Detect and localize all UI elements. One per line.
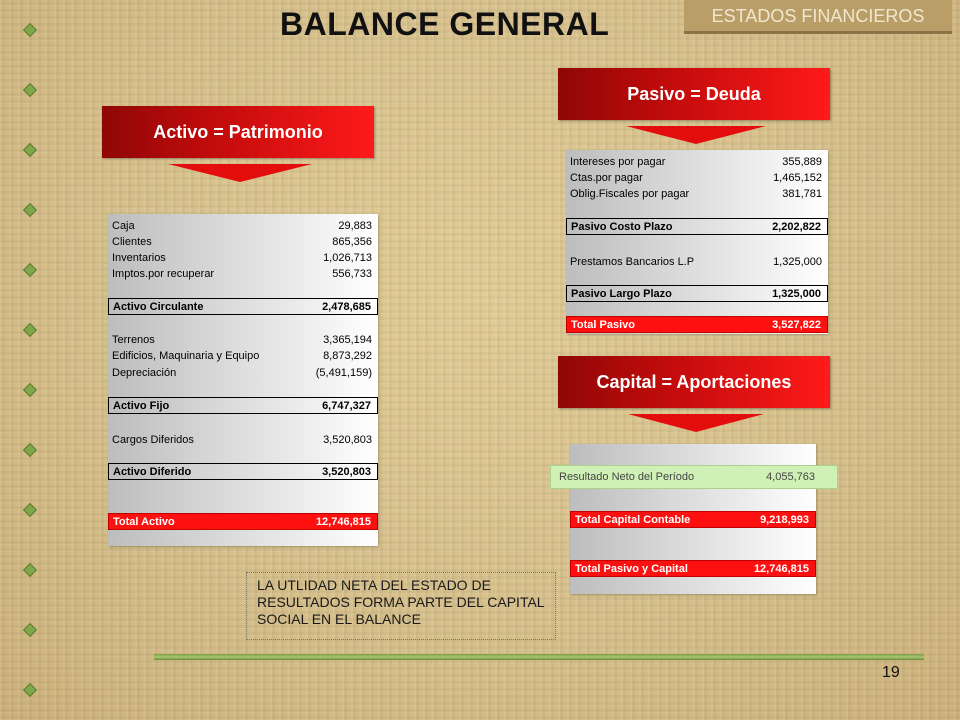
row-label: Ctas.por pagar	[570, 171, 643, 184]
leaf-ornament-icon	[23, 23, 37, 37]
row-value: 1,325,000	[773, 255, 822, 268]
row-label: Activo Circulante	[113, 300, 204, 313]
row-label: Total Capital Contable	[575, 513, 691, 526]
pasivo-heading-text: Pasivo = Deuda	[627, 83, 761, 104]
pasivo-largo-subtotal	[566, 285, 828, 302]
row-value: 1,325,000	[772, 287, 821, 300]
leaf-ornament-icon	[23, 503, 37, 517]
row-label: Caja	[112, 219, 135, 232]
capital-heading-text: Capital = Aportaciones	[596, 371, 792, 392]
row-label: Activo Fijo	[113, 399, 170, 412]
row-value: 2,478,685	[322, 300, 371, 313]
activo-circulante-subtotal	[108, 298, 378, 315]
activo-row	[108, 432, 378, 447]
row-value: (5,491,159)	[315, 366, 372, 379]
row-value: 29,883	[338, 219, 372, 232]
pasivo-row	[566, 170, 828, 185]
pasivo-row	[566, 154, 828, 169]
leaf-ornament-icon	[23, 683, 37, 697]
activo-row	[108, 266, 378, 281]
leaf-ornament-icon	[23, 203, 37, 217]
row-label: Total Activo	[113, 515, 175, 528]
row-value: 3,520,803	[323, 433, 372, 446]
activo-diferido-subtotal	[108, 463, 378, 480]
activo-row	[108, 218, 378, 233]
pasivo-heading	[558, 68, 830, 120]
row-label: Terrenos	[112, 333, 155, 346]
total-pasivo-capital-row	[570, 560, 816, 577]
capital-heading	[558, 356, 830, 408]
total-pasivo-row	[566, 316, 828, 333]
row-value: 9,218,993	[760, 513, 809, 526]
note-box: LA UTLIDAD NETA DEL ESTADO DE RESULTADOS FORMA PARTE DEL CAPITAL SOCIAL EN EL BALANCE	[246, 572, 556, 640]
row-value: 2,202,822	[772, 220, 821, 233]
row-label: Clientes	[112, 235, 152, 248]
leaf-ornament-icon	[23, 383, 37, 397]
decorative-rail	[24, 0, 36, 720]
page-number: 19	[882, 664, 900, 681]
activo-panel	[108, 214, 378, 546]
total-capital-contable-row	[570, 511, 816, 528]
row-label: Pasivo Largo Plazo	[571, 287, 672, 300]
resultado-neto-value: 4,055,763	[766, 471, 815, 483]
activo-row	[108, 348, 378, 363]
row-value: 6,747,327	[322, 399, 371, 412]
total-activo-row	[108, 513, 378, 530]
pasivo-row	[566, 186, 828, 201]
row-value: 1,026,713	[323, 251, 372, 264]
activo-heading	[102, 106, 374, 158]
row-label: Edificios, Maquinaria y Equipo	[112, 349, 260, 362]
row-label: Oblig.Fiscales por pagar	[570, 187, 690, 200]
row-value: 3,527,822	[772, 318, 821, 331]
slide-title: BALANCE GENERAL	[280, 6, 610, 42]
section-label: ESTADOS FINANCIEROS	[684, 0, 952, 34]
row-label: Inventarios	[112, 251, 166, 264]
down-arrow-icon	[626, 126, 766, 144]
row-label: Imptos.por recuperar	[112, 267, 215, 280]
row-value: 12,746,815	[753, 562, 809, 575]
row-label: Total Pasivo	[571, 318, 635, 331]
row-value: 1,465,152	[773, 171, 822, 184]
leaf-ornament-icon	[23, 83, 37, 97]
activo-row	[108, 250, 378, 265]
row-label: Pasivo Costo Plazo	[571, 220, 673, 233]
row-label: Activo Diferido	[113, 465, 192, 478]
footer-divider	[154, 654, 924, 660]
leaf-ornament-icon	[23, 443, 37, 457]
leaf-ornament-icon	[23, 563, 37, 577]
activo-fijo-subtotal	[108, 397, 378, 414]
leaf-ornament-icon	[23, 623, 37, 637]
pasivo-corto-subtotal	[566, 218, 828, 235]
resultado-neto-label: Resultado Neto del Período	[559, 471, 695, 483]
row-value: 3,365,194	[323, 333, 372, 346]
pasivo-row	[566, 254, 828, 269]
activo-row	[108, 234, 378, 249]
row-value: 3,520,803	[322, 465, 371, 478]
row-value: 556,733	[332, 267, 372, 280]
row-label: Total Pasivo y Capital	[575, 562, 688, 575]
activo-row	[108, 365, 378, 380]
pasivo-panel	[566, 150, 828, 334]
row-label: Prestamos Bancarios L.P	[570, 255, 695, 268]
row-label: Depreciación	[112, 366, 177, 379]
leaf-ornament-icon	[23, 143, 37, 157]
row-value: 8,873,292	[323, 349, 372, 362]
row-value: 381,781	[782, 187, 822, 200]
down-arrow-icon	[168, 164, 312, 182]
row-label: Intereses por pagar	[570, 155, 666, 168]
row-value: 12,746,815	[315, 515, 371, 528]
row-value: 355,889	[782, 155, 822, 168]
activo-heading-text: Activo = Patrimonio	[153, 121, 323, 142]
activo-row	[108, 332, 378, 347]
resultado-neto-row	[550, 465, 838, 489]
leaf-ornament-icon	[23, 263, 37, 277]
leaf-ornament-icon	[23, 323, 37, 337]
row-value: 865,356	[332, 235, 372, 248]
down-arrow-icon	[628, 414, 764, 432]
row-label: Cargos Diferidos	[112, 433, 194, 446]
